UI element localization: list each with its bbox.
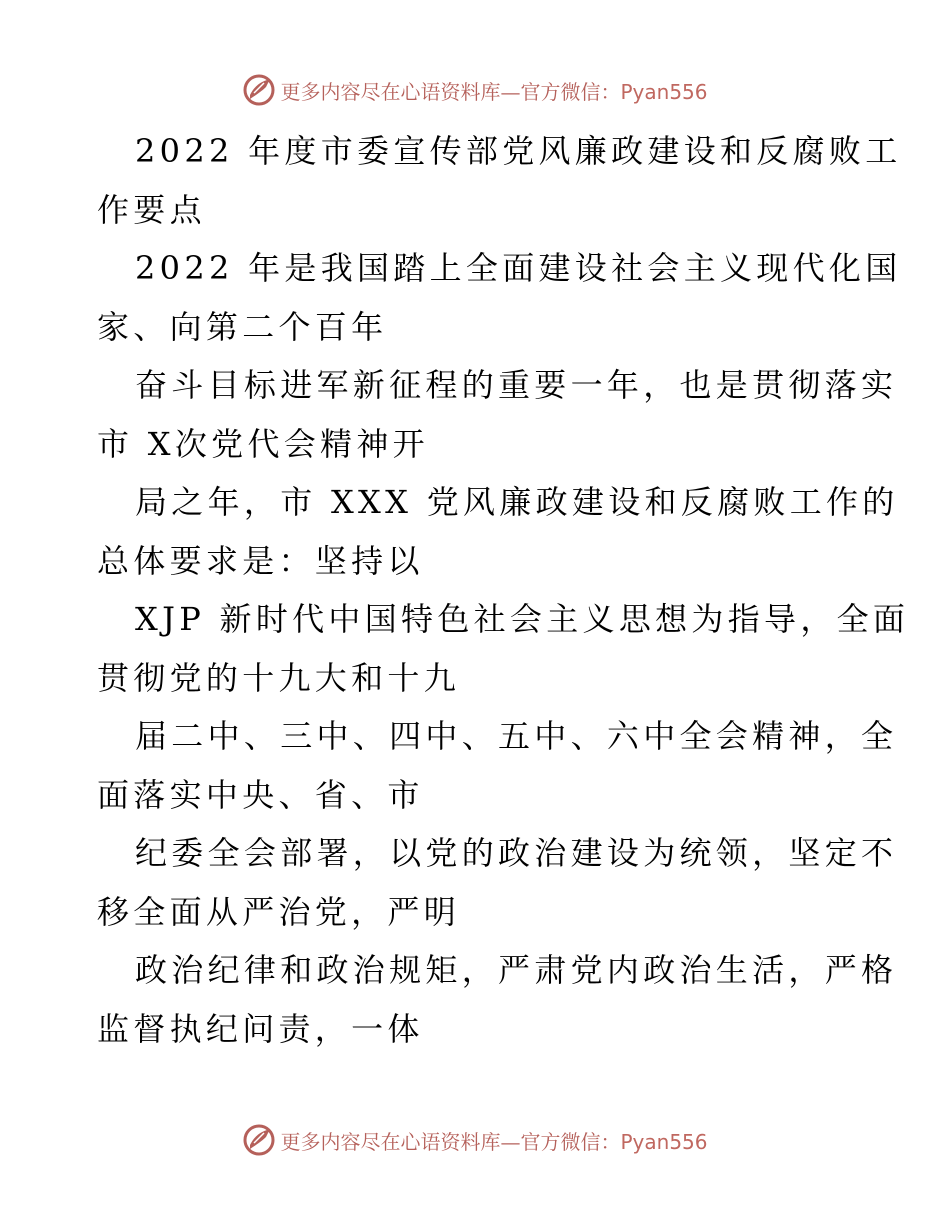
pen-logo-icon <box>242 73 276 107</box>
text-line: 2022 年是我国踏上全面建设社会主义现代化国 <box>135 249 902 287</box>
watermark-label: 更多内容尽在心语资料库—官方微信： <box>280 1129 621 1154</box>
watermark-label: 更多内容尽在心语资料库—官方微信： <box>280 79 621 104</box>
text-line: 监督执纪问责，一体 <box>97 1009 424 1048</box>
title-line-2: 作要点 <box>97 190 206 229</box>
text-line: 总体要求是：坚持以 <box>97 541 424 580</box>
text-line: 政治纪律和政治规矩，严肃党内政治生活，严格 <box>135 951 898 989</box>
watermark-banner-top <box>0 70 950 110</box>
document-body <box>97 122 910 1058</box>
text-line: 家、向第二个百年 <box>97 307 388 346</box>
text-line: 市 X次党代会精神开 <box>97 424 429 463</box>
text-line: XJP 新时代中国特色社会主义思想为指导，全面 <box>135 600 910 638</box>
watermark-text <box>280 76 707 105</box>
watermark-text <box>280 1126 707 1155</box>
watermark-handle: Pyan556 <box>620 79 708 104</box>
text-line: 纪委全会部署，以党的政治建设为统领，坚定不 <box>135 834 898 872</box>
text-line: 贯彻党的十九大和十九 <box>97 658 461 697</box>
text-line: 面落实中央、省、市 <box>97 775 424 814</box>
watermark-banner-bottom <box>0 1120 950 1160</box>
watermark-handle: Pyan556 <box>620 1129 708 1154</box>
text-line: 奋斗目标进军新征程的重要一年，也是贯彻落实 <box>135 366 898 404</box>
text-line: 移全面从严治党，严明 <box>97 892 461 931</box>
pen-logo-icon <box>242 1123 276 1157</box>
title-line-1: 2022 年度市委宣传部党风廉政建设和反腐败工 <box>135 132 902 170</box>
text-line: 届二中、三中、四中、五中、六中全会精神，全 <box>135 717 898 755</box>
text-line: 局之年，市 XXX 党风廉政建设和反腐败工作的 <box>135 483 899 521</box>
